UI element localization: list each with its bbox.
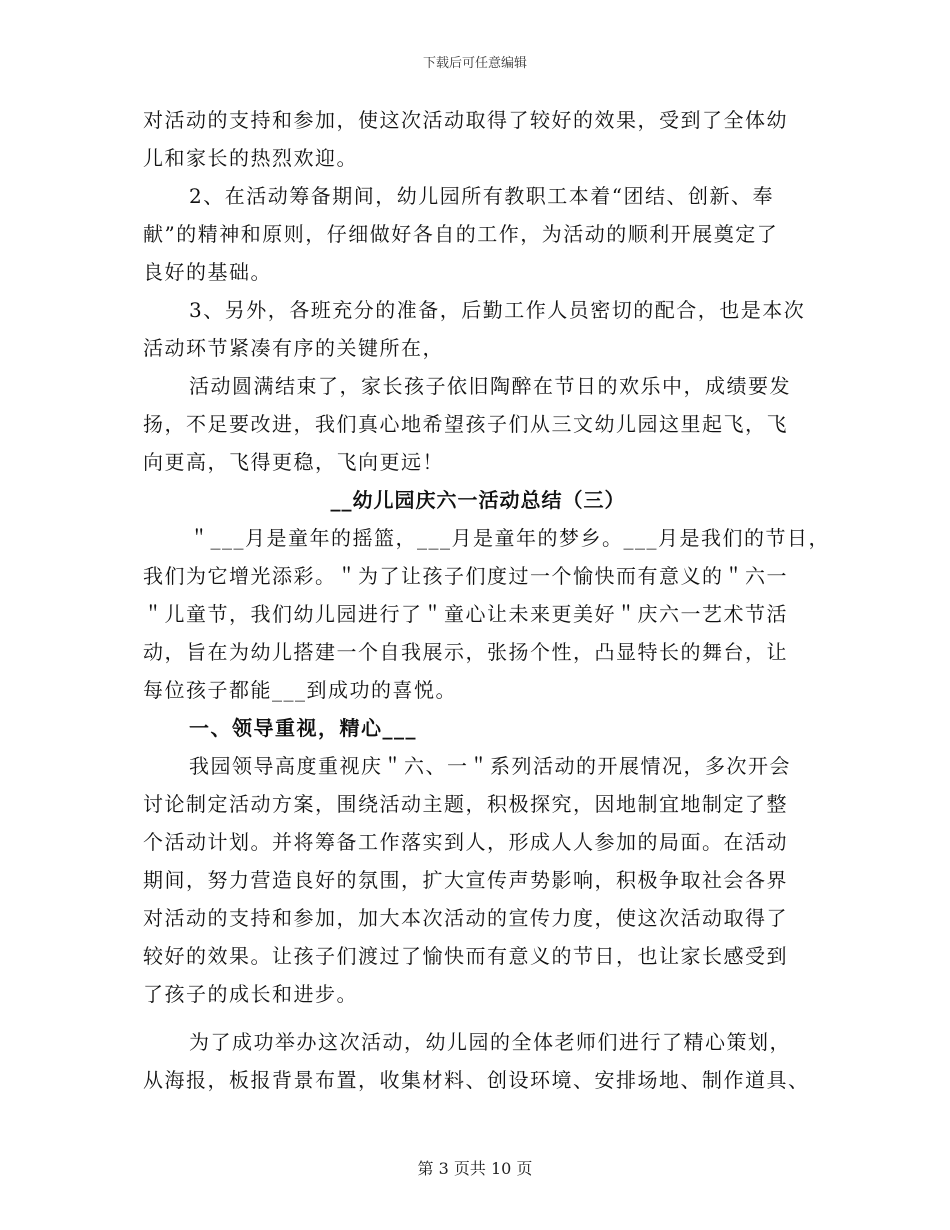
paragraph-line: 我园领导高度重视庆＂六、一＂系列活动的开展情况，多次开会: [189, 754, 791, 778]
paragraph-line: 对活动的支持和参加，使这次活动取得了较好的效果，受到了全体幼: [143, 108, 788, 132]
paragraph-line: 良好的基础。: [143, 260, 272, 284]
paragraph-line: 扬，不足要改进，我们真心地希望孩子们从三文幼儿园这里起飞，飞: [143, 412, 788, 436]
subsection-heading: 一、领导重视，精心___: [189, 716, 417, 740]
paragraph-line: 献”的精神和原则，仔细做好各自的工作，为活动的顺利开展奠定了: [143, 222, 779, 246]
paragraph-line: 活动圆满结束了，家长孩子依旧陶醉在节日的欢乐中，成绩要发: [189, 374, 791, 398]
page-footer: 第 3 页共 10 页: [417, 1159, 533, 1178]
paragraph-line: 期间，努力营造良好的氛围，扩大宣传声势影响，积极争取社会各界: [143, 868, 788, 892]
paragraph-line: 每位孩子都能___到成功的喜悦。: [143, 678, 457, 702]
paragraph-line: 个活动计划。并将筹备工作落实到人，形成人人参加的局面。在活动: [143, 830, 788, 854]
paragraph-line: 对活动的支持和参加，加大本次活动的宣传力度，使这次活动取得了: [143, 906, 788, 930]
paragraph-line: 从海报，板报背景布置，收集材料、创设环境、安排场地、制作道具、: [143, 1068, 810, 1092]
paragraph-line: 动，旨在为幼儿搭建一个自我展示，张扬个性，凸显特长的舞台，让: [143, 640, 788, 664]
paragraph-line: 了孩子的成长和进步。: [143, 982, 358, 1006]
paragraph-line: ＂儿童节，我们幼儿园进行了＂童心让未来更美好＂庆六一艺术节活: [143, 602, 788, 626]
paragraph-line: 向更高，飞得更稳，飞向更远！: [143, 450, 444, 474]
page-header: 下载后可任意编辑: [422, 56, 527, 71]
section-title: __幼儿园庆六一活动总结（三）: [330, 488, 626, 512]
paragraph-line: 3、另外，各班充分的准备，后勤工作人员密切的配合，也是本次: [189, 298, 806, 322]
paragraph-line: 活动环节紧凑有序的关键所在，: [143, 336, 444, 360]
paragraph-line: 较好的效果。让孩子们渡过了愉快而有意义的节日，也让家长感受到: [143, 944, 788, 968]
paragraph-line: 讨论制定活动方案，围绕活动主题，积极探究，因地制宜地制定了整: [143, 792, 788, 816]
paragraph-line: 2、在活动筹备期间，幼儿园所有教职工本着“团结、创新、奉: [189, 184, 774, 208]
paragraph-line: ＂___月是童年的摇篮，___月是童年的梦乡。___月是我们的节日，: [189, 526, 830, 550]
paragraph-line: 为了成功举办这次活动，幼儿园的全体老师们进行了精心策划，: [189, 1030, 791, 1054]
document-body: [143, 101, 830, 1099]
paragraph-line: 儿和家长的热烈欢迎。: [143, 146, 358, 170]
paragraph-line: 我们为它增光添彩。＂为了让孩子们度过一个愉快而有意义的＂六一: [143, 564, 788, 588]
paragraph-gap: [143, 1013, 823, 1023]
